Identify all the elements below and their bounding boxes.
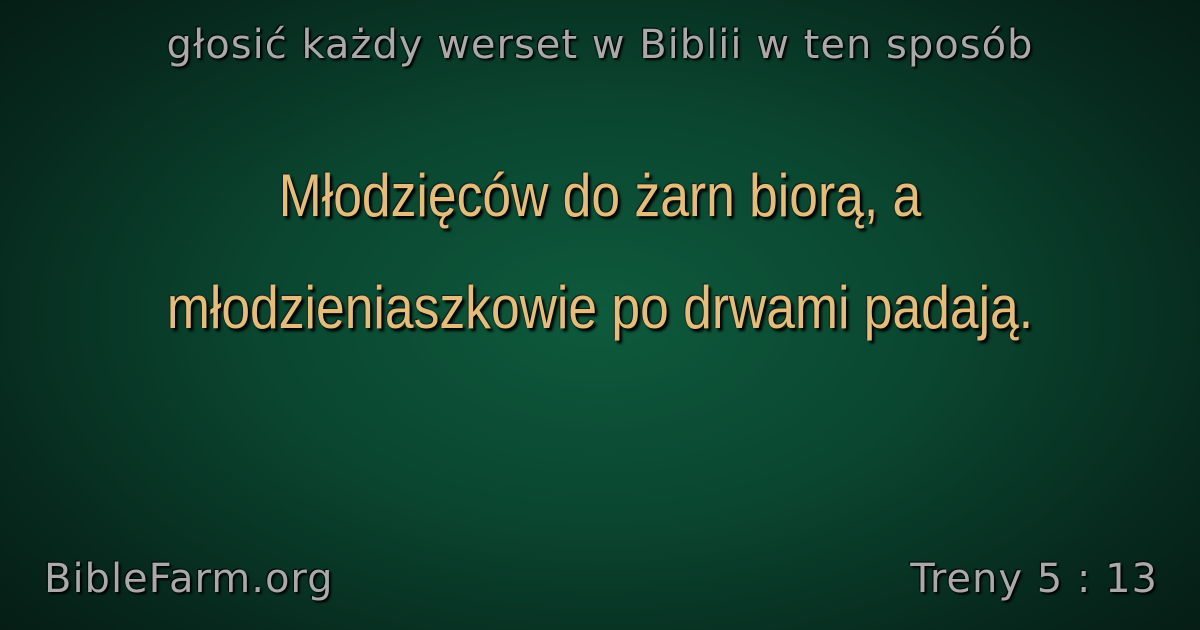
- verse-text: Młodzięców do żarn biorą, a młodzieniaszkowie po drwami padają.: [166, 162, 1034, 341]
- verse-reference: Treny 5 : 13: [910, 556, 1158, 602]
- site-name: BibleFarm.org: [44, 556, 334, 602]
- tagline-header: głosić każdy werset w Biblii w ten sposób: [166, 22, 1034, 68]
